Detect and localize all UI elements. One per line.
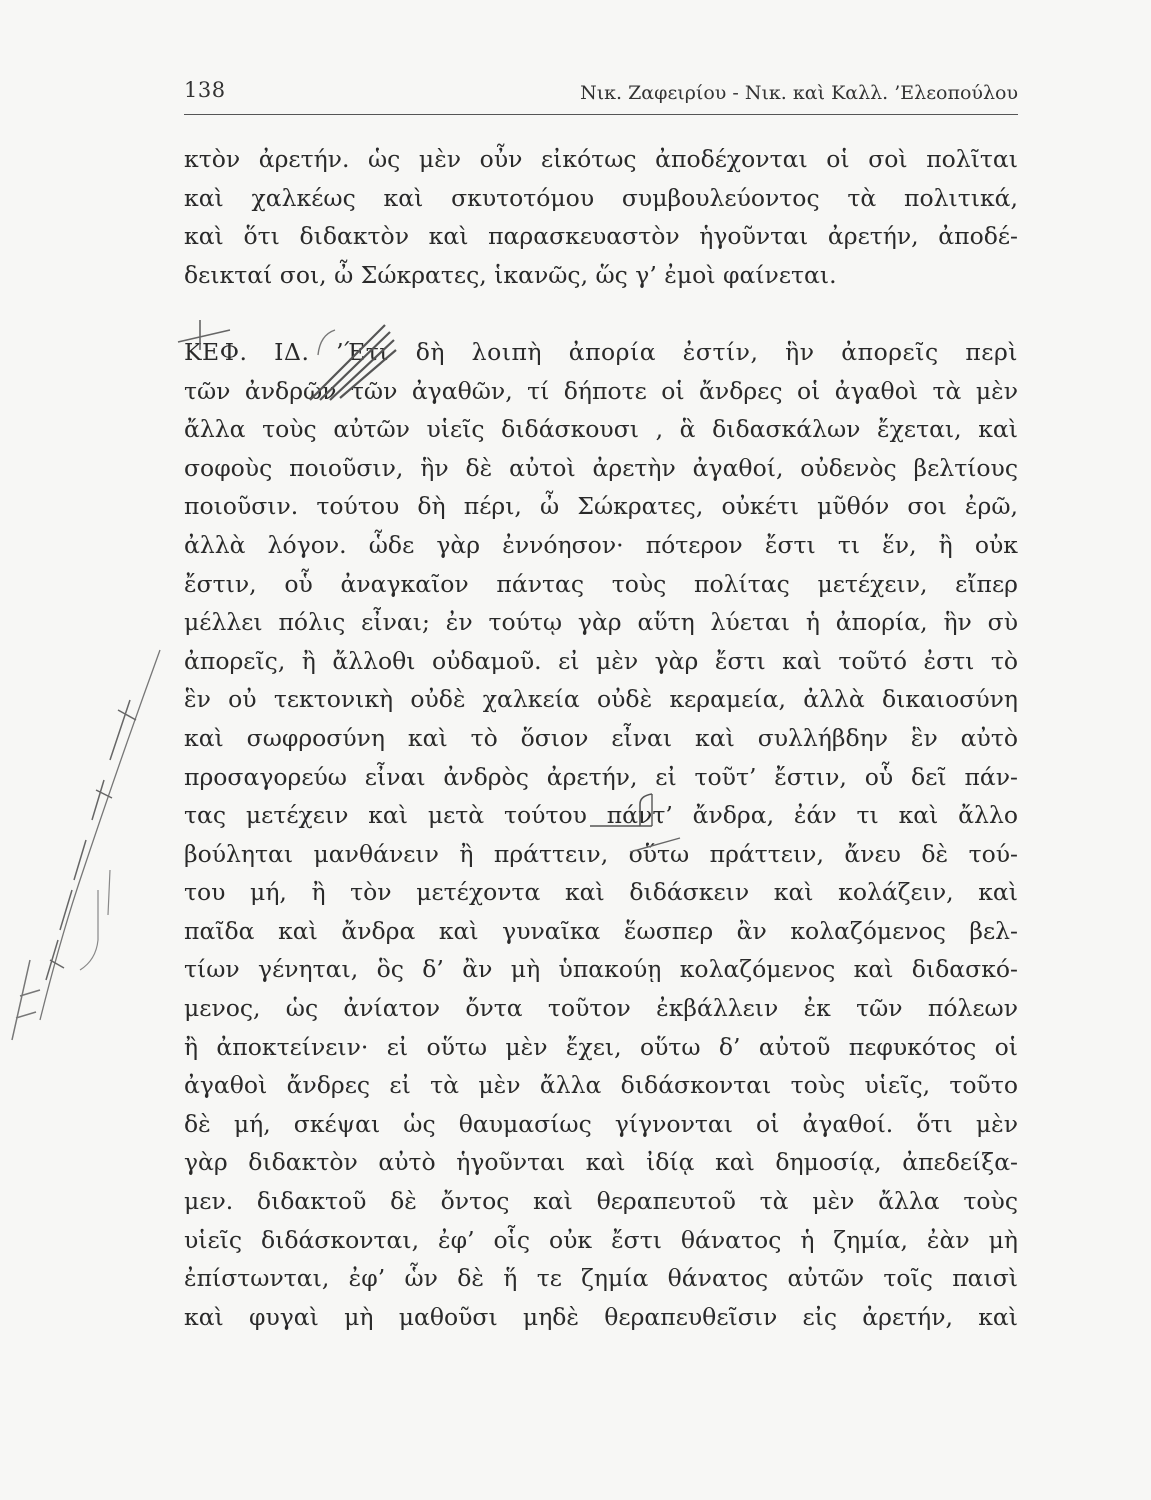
text-line: τας μετέχειν καὶ μετὰ τούτου πάντ’ ἄνδρα, ἐάν τι καὶ ἄλλο: [184, 801, 1018, 830]
text-line: ἓν οὐ τεκτονικὴ οὐδὲ χαλκεία οὐδὲ κεραμεία, ἀλλὰ δικαιοσύνη: [184, 685, 1018, 714]
text-line: καὶ φυγαὶ μὴ μαθοῦσι μηδὲ θεραπευθεῖσιν εἰς ἀρετήν, καὶ: [184, 1302, 1018, 1331]
text-line: ἀγαθοὶ ἄνδρες εἰ τὰ μὲν ἄλλα διδάσκονται τοὺς υἱεῖς, τοῦτο: [184, 1071, 1018, 1100]
text-line: γὰρ διδακτὸν αὐτὸ ἡγοῦνται καὶ ἰδίᾳ καὶ δημοσίᾳ, ἀπεδείξα-: [184, 1148, 1018, 1177]
running-head: Νικ. Ζαφειρίου - Νικ. καὶ Καλλ. ’Ελεοπούλου: [580, 82, 1018, 104]
text-line: προσαγορεύω εἶναι ἀνδρὸς ἀρετήν, εἰ τοῦτ’ ἔστιν, οὗ δεῖ πάν-: [184, 762, 1018, 791]
text-line: καὶ σωφροσύνη καὶ τὸ ὅσιον εἶναι καὶ συλλήβδην ἓν αὐτὸ: [184, 723, 1018, 752]
text-line: ἐπίστωνται, ἐφ’ ὧν δὲ ἥ τε ζημία θάνατος αὐτῶν τοῖς παισὶ: [184, 1264, 1018, 1293]
text-line: τίων γένηται, ὃς δ’ ἂν μὴ ὑπακούῃ κολαζόμενος καὶ διδασκό-: [184, 955, 1018, 984]
text-line: δεικταί σοι, ὦ Σώκρατες, ἱκανῶς, ὥς γ’ ἐμοὶ φαίνεται.: [184, 260, 837, 289]
text-line: σοφοὺς ποιοῦσιν, ἣν δὲ αὐτοὶ ἀρετὴν ἀγαθοί, οὐδενὸς βελτίους: [184, 453, 1018, 482]
text-line: μεν. διδακτοῦ δὲ ὄντος καὶ θεραπευτοῦ τὰ μὲν ἄλλα τοὺς: [184, 1187, 1018, 1216]
paragraph-gap: [184, 294, 1018, 333]
text-line: ἄλλα τοὺς αὐτῶν υἱεῖς διδάσκουσι , ἃ διδασκάλων ἔχεται, καὶ: [184, 415, 1018, 444]
text-line: καὶ χαλκέως καὶ σκυτοτόμου συμβουλεύοντος τὰ πολιτικά,: [184, 183, 1018, 212]
text-line: υἱεῖς διδάσκονται, ἐφ’ οἷς οὐκ ἔστι θάνατος ἡ ζημία, ἐὰν μὴ: [184, 1225, 1018, 1254]
text-line: δὲ μή, σκέψαι ὡς θαυμασίως γίγνονται οἱ ἀγαθοί. ὅτι μὲν: [184, 1109, 1018, 1138]
text-line: κτὸν ἀρετήν. ὡς μὲν οὖν εἰκότως ἀποδέχονται οἱ σοὶ πολῖται: [184, 145, 1018, 173]
text-line: ἀλλὰ λόγον. ὧδε γὰρ ἐννόησον· πότερον ἔστι τι ἕν, ἢ οὐκ: [184, 530, 1018, 559]
text-line: ποιοῦσιν. τούτου δὴ πέρι, ὦ Σώκρατες, οὐκέτι μῦθόν σοι ἐρῶ,: [184, 492, 1018, 521]
page-header: [184, 74, 1018, 115]
page-number: 138: [184, 78, 226, 102]
text-line: παῖδα καὶ ἄνδρα καὶ γυναῖκα ἕωσπερ ἂν κολαζόμενος βελ-: [184, 916, 1018, 945]
text-line: καὶ ὅτι διδακτὸν καὶ παρασκευαστὸν ἡγοῦνται ἀρετήν, ἀποδέ-: [184, 222, 1018, 251]
text-line: ἢ ἀποκτείνειν· εἰ οὕτω μὲν ἔχει, οὕτω δ’ αὐτοῦ πεφυκότος οἱ: [184, 1032, 1018, 1061]
text-line: μέλλει πόλις εἶναι; ἐν τούτῳ γὰρ αὕτη λύεται ἡ ἀπορία, ἣν σὺ: [184, 608, 1018, 637]
text-line: ἀπορεῖς, ἢ ἄλλοθι οὐδαμοῦ. εἰ μὲν γὰρ ἔστι καὶ τοῦτό ἐστι τὸ: [184, 646, 1018, 675]
text-line: ἔστιν, οὗ ἀναγκαῖον πάντας τοὺς πολίτας μετέχειν, εἴπερ: [184, 569, 1018, 598]
body-text: [184, 140, 1018, 1336]
text-line: μενος, ὡς ἀνίατον ὄντα τοῦτον ἐκβάλλειν ἐκ τῶν πόλεων: [184, 994, 1018, 1023]
text-line: βούληται μανθάνειν ἢ πράττειν, οὕτω πράττειν, ἄνευ δὲ τού-: [184, 839, 1018, 868]
text-line: τῶν ἀνδρῶν τῶν ἀγαθῶν, τί δήποτε οἱ ἄνδρες οἱ ἀγαθοὶ τὰ μὲν: [184, 376, 1018, 405]
handwritten-margin-note: [0, 640, 170, 1060]
text-line: του μή, ἢ τὸν μετέχοντα καὶ διδάσκειν καὶ κολάζειν, καὶ: [184, 878, 1018, 907]
chapter-heading-line: ΚΕΦ. ΙΔ. ’Έτι δὴ λοιπὴ ἀπορία ἐστίν, ἣν ἀπορεῖς περὶ: [184, 337, 1018, 366]
